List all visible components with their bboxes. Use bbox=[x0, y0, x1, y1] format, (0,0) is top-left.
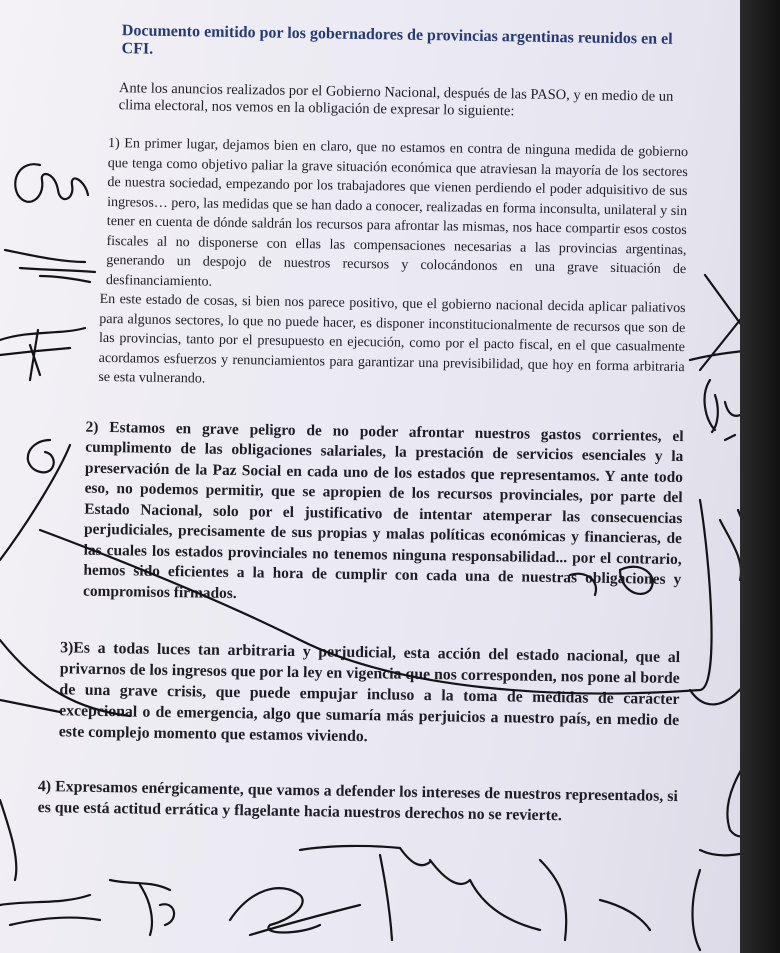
signature-bottom-2 bbox=[230, 888, 360, 935]
underline-erratica bbox=[300, 846, 430, 865]
document-body bbox=[37, 22, 689, 828]
signature-bottom-4 bbox=[540, 860, 700, 950]
signature-bottom-3 bbox=[380, 855, 540, 940]
signature-bottom-1 bbox=[110, 880, 174, 935]
paragraph-2: 2) Estamos en grave peligro de no poder afrontar nuestros gastos corrientes, el cumplimento de las obligaciones salariales, la prestación de servicios esenciales y la preservación de la Paz Social en cada uno de los estados que representamos. Y ante todo eso, no podemos permitir, que se apropien de los recursos provinciales, por parte del Estado Nacional, solo por el justificativo de intentar atemperar las consecuencias perjudiciales, precisamente de sus propias y malas políticas económicas y financieras, de las cuales los estados provinciales no tenemos ninguna responsabilidad... por el contrario, hemos sido eficientes a la hora de cumplir con cada una de nuestras obligaciones y compromisos firmados. bbox=[82, 418, 684, 602]
photo-dark-edge bbox=[740, 0, 780, 953]
signature-bottom-left bbox=[0, 800, 100, 925]
paragraph-1b: En este estado de cosas, si bien nos parece positivo, que el gobierno nacional decida aplicar paliativos para algunos sectores, lo que no puede hacer, es disponer inconstitucionalmente de recursos que son de las provincias, tanto por el presupuesto en ejecución, como por el pacto fiscal, en el que casualmente acordamos esfuerzos y renunciamientos para garantizar una previsibilidad, que hoy en forma arbitraria se esta vulnerando. bbox=[98, 291, 686, 387]
paragraph-4: 4) Expresamos enérgicamente, que vamos a defender los intereses de nuestros representados, si es que está actitud errática y flagelante hacia nuestros derechos no se revierte. bbox=[37, 777, 679, 825]
document-title: Documento emitido por los gobernadores de provincias argentinas reunidos en el CFI. bbox=[121, 22, 673, 58]
intro-paragraph: Ante los anuncios realizados por el Gobierno Nacional, después de las PASO, y en medio de un clima electoral, nos vemos en la obligación de expresar lo siguiente: bbox=[118, 80, 674, 120]
signature-left-1 bbox=[15, 164, 88, 202]
signature-left-3 bbox=[0, 328, 85, 380]
paragraph-3: 3)Es a todas luces tan arbitraria y perjudicial, esta acción del estado nacional, que al privarnos de los ingresos que por la ley en vigencia que nos corresponden, nos pone al borde de una grave crisis, que puede empujar incluso a la toma de medidas de carácter excepcional o de emergencia, algo que sumaría más perjuicios a nuestro país, en medio de este complejo momento que estamos viviendo. bbox=[58, 639, 681, 746]
signature-left-4 bbox=[0, 440, 70, 560]
paragraph-1: 1) En primer lugar, dejamos bien en claro, que no estamos en contra de ninguna medida de gobierno que tenga como objetivo paliar la grave situación económica que atraviesan la mayoría de los sectores de nuestra sociedad, empezando por los trabajadores que vienen perdiendo el poder adquisitivo de sus ingresos… pero, las medidas que se han dado a conocer, realizadas en forma inconsulta, unilateral y sin tener en cuenta de dónde saldrán los recursos para afrontar las mismas, nos hace compartir esos costos fiscales al no disponerse con ellas las compensaciones necesarias a las provincias argentinas, generando un despojo de nuestros recursos y colocándonos en una grave situación de desfinanciamiento. bbox=[105, 135, 689, 290]
signature-left-2 bbox=[5, 250, 95, 282]
